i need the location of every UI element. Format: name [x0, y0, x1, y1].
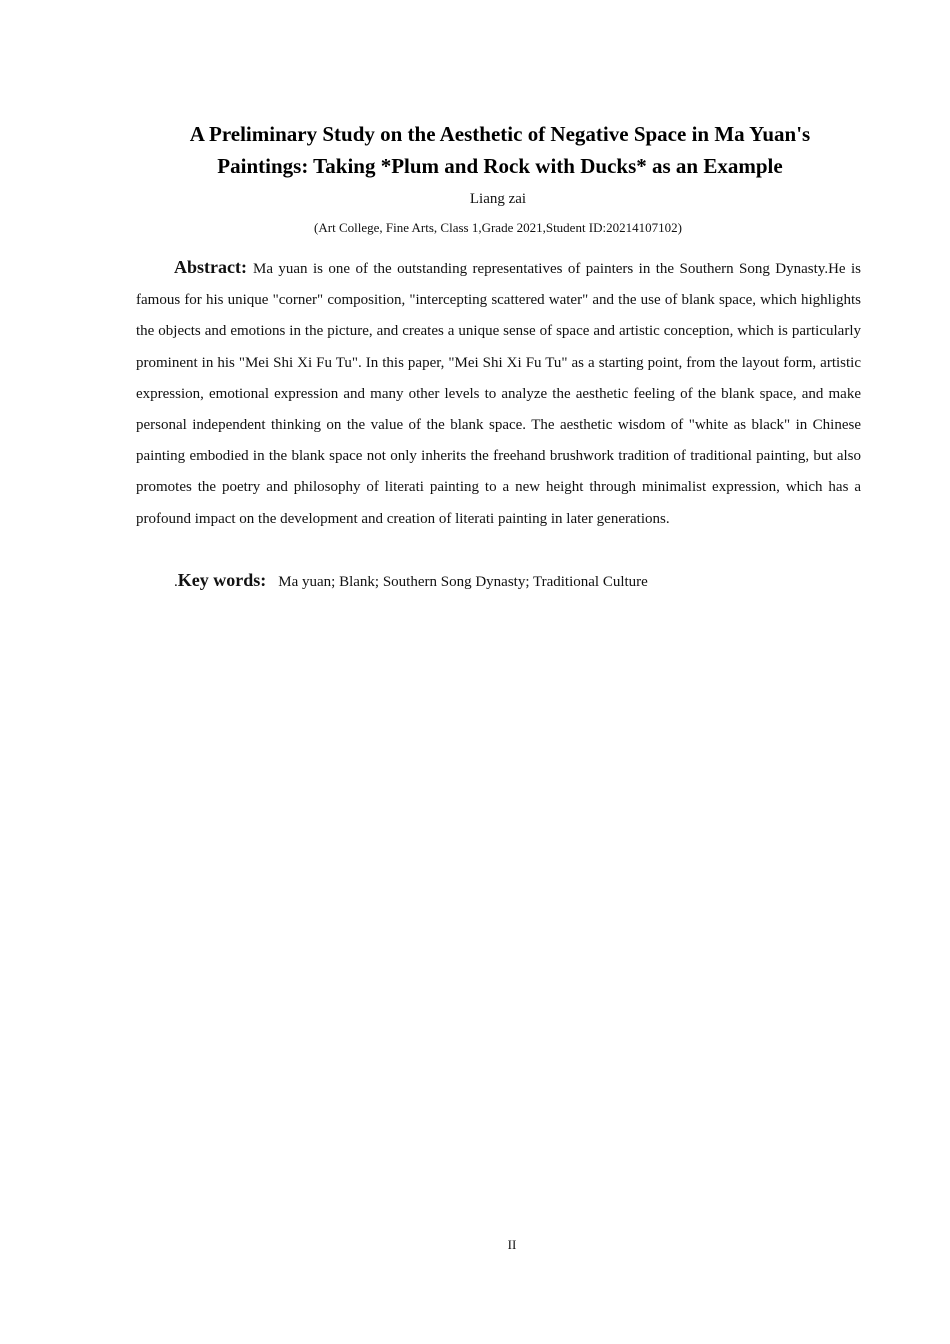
keywords-paragraph: [174, 566, 864, 596]
author-name: Liang zai: [469, 191, 527, 207]
abstract-label: Abstract:: [174, 257, 247, 277]
paper-title: [120, 118, 880, 182]
abstract-text: Ma yuan is one of the outstanding representatives of painters in the Southern Song Dynasty.He is famous for his unique "corner" composition, "intercepting scattered water" and the use of blank space, which highlights the objects and emotions in the picture, and creates a unique sense of space and artistic conception, which is particularly prominent in his "Mei Shi Xi Fu Tu". In this paper, "Mei Shi Xi Fu Tu" as a starting point, from the layout form, artistic expression, emotional expression and many other levels to analyze the aesthetic feeling of the blank space, and make personal independent thinking on the value of the blank space. The aesthetic wisdom of "white as black" in Chinese painting embodied in the blank space not only inherits the freehand brushwork tradition of traditional painting, but also promotes the poetry and philosophy of literati painting to a new height through minimalist expression, which has a profound impact on the development and creation of literati painting in later generations.: [136, 261, 861, 527]
paper-title-line-1: A Preliminary Study on the Aesthetic of Negative Space in Ma Yuan's: [189, 122, 811, 146]
keywords-leading-dot: .: [174, 574, 178, 590]
abstract-paragraph: [136, 252, 861, 535]
keywords-label: Key words:: [177, 570, 267, 590]
keywords-text: Ma yuan; Blank; Southern Song Dynasty; Traditional Culture: [278, 574, 648, 590]
paper-title-line-2: Paintings: Taking *Plum and Rock with Ducks* as an Example: [217, 154, 783, 178]
author-affiliation: (Art College, Fine Arts, Class 1,Grade 2021,Student ID:20214107102): [314, 220, 682, 235]
page-number: II: [507, 1237, 517, 1252]
